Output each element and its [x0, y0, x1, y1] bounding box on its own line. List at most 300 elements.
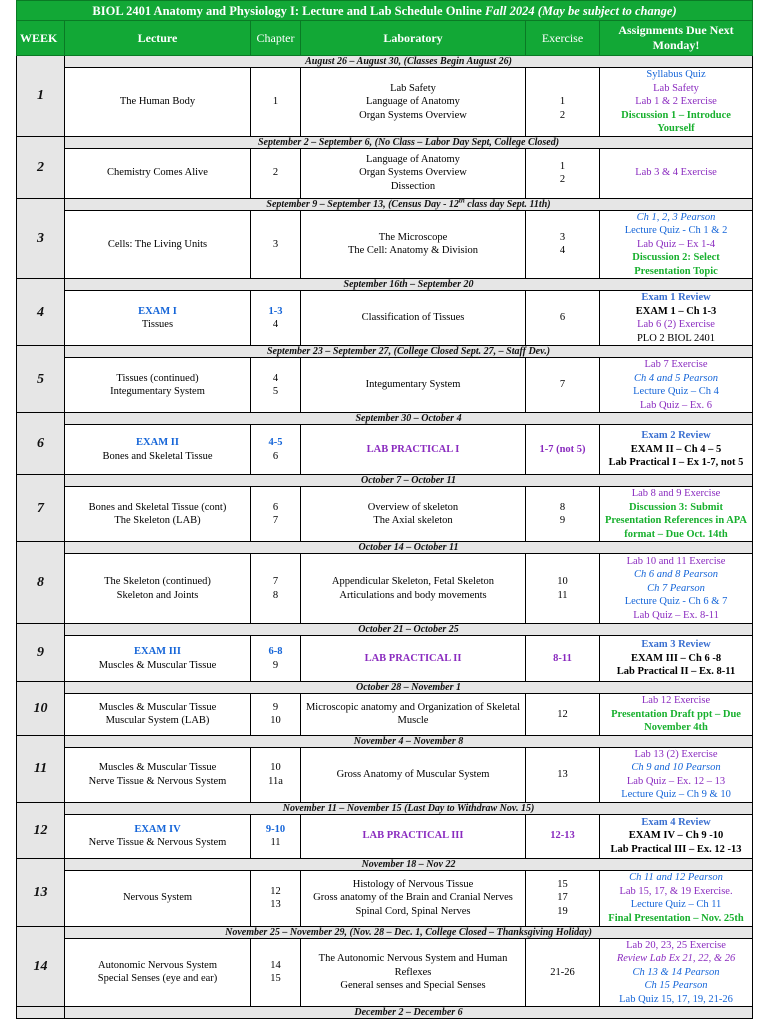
assign-line: EXAM IV – Ch 9 -10	[628, 830, 724, 842]
exercise-cell	[526, 554, 600, 624]
assign-line: Exam 4 Review	[641, 816, 711, 828]
chapter-cell	[251, 814, 301, 858]
header-week: WEEK	[17, 21, 65, 56]
lab-line: The Axial skeleton	[373, 515, 453, 526]
week-number: 8	[17, 542, 65, 624]
assignments-cell	[600, 636, 753, 682]
date-band-text: September 2 – September 6, (No Class – Labor Day Sept, College Closed)	[257, 136, 560, 148]
lecture-cell	[65, 636, 251, 682]
exercise-cell	[526, 636, 600, 682]
lab-cell	[301, 747, 526, 802]
exercise-line: 6	[559, 312, 566, 324]
lab-line: Language of Anatomy	[366, 96, 460, 107]
exercise-cell	[526, 148, 600, 198]
lecture-cell	[65, 694, 251, 736]
date-band-row	[17, 858, 753, 870]
chapter-cell	[251, 291, 301, 346]
exercise-cell	[526, 747, 600, 802]
chapter-line: 1	[272, 96, 279, 107]
assignments-cell	[600, 425, 753, 475]
lab-line: The Autonomic Nervous System and Human Reflexes	[318, 953, 508, 978]
lecture-cell	[65, 210, 251, 279]
assign-line: Lab Safety	[653, 82, 699, 94]
lab-line: Overview of skeleton	[367, 501, 459, 513]
date-band-row	[17, 413, 753, 425]
lecture-line: Integumentary System	[110, 386, 205, 397]
exercise-line: 12-13	[550, 830, 575, 842]
assign-line: Exam 3 Review	[641, 639, 711, 651]
exercise-cell	[526, 358, 600, 413]
assignments-cell	[600, 938, 753, 1007]
date-band-sup: th	[458, 198, 465, 205]
date-band	[65, 682, 753, 694]
assign-line: Ch 1, 2, 3 Pearson	[636, 211, 716, 223]
date-band-row	[17, 136, 753, 148]
chapter-line: 3	[272, 238, 279, 250]
assignments-cell	[600, 747, 753, 802]
lecture-cell	[65, 870, 251, 926]
assign-line: Discussion 1 – Introduce Yourself	[621, 109, 731, 134]
chapter-line: 10	[270, 715, 281, 727]
week-row	[17, 694, 753, 736]
assign-line: Exam 2 Review	[641, 430, 711, 442]
header-row	[17, 21, 753, 56]
lecture-cell	[65, 554, 251, 624]
date-band-row	[17, 926, 753, 938]
exercise-line: 3	[559, 231, 566, 243]
assign-line: EXAM 1 – Ch 1-3	[635, 305, 717, 317]
assign-line: Syllabus Quiz	[646, 69, 706, 80]
lab-line: Integumentary System	[365, 379, 461, 391]
lab-line: Gross anatomy of the Brain and Cranial Nerves	[313, 892, 513, 904]
exercise-cell	[526, 938, 600, 1007]
chapter-line: 10	[270, 762, 281, 773]
lab-cell	[301, 814, 526, 858]
lecture-line: Nervous System	[122, 892, 193, 904]
date-band-row	[17, 475, 753, 487]
assign-line: Lab Quiz 15, 17, 19, 21-26	[619, 993, 733, 1005]
lab-line: Dissection	[390, 180, 436, 192]
date-band-row	[17, 802, 753, 814]
lecture-line: Cells: The Living Units	[107, 238, 208, 250]
assign-line: Lab Practical II – Ex. 8-11	[616, 666, 736, 678]
assign-line: Lab 15, 17, & 19 Exercise.	[619, 885, 733, 897]
exercise-line: 8	[559, 501, 566, 513]
date-band-text: November 4 – November 8	[353, 735, 464, 747]
exercise-line: 12	[557, 708, 568, 720]
date-band-row	[17, 682, 753, 694]
exercise-line: 2	[559, 109, 566, 121]
assign-line: Ch 15 Pearson	[644, 980, 708, 991]
assignments-cell	[600, 148, 753, 198]
assignments-cell	[600, 210, 753, 279]
lab-cell	[301, 938, 526, 1007]
date-band-text: November 18 – Nov 22	[361, 858, 456, 870]
lab-line: Organ Systems Overview	[359, 167, 467, 179]
week-number: 12	[17, 802, 65, 858]
date-band	[65, 542, 753, 554]
exercise-line: 1	[559, 160, 566, 172]
chapter-line: 7	[272, 576, 279, 587]
chapter-cell	[251, 148, 301, 198]
assign-line: Lab Practical I – Ex 1-7, not 5	[608, 457, 744, 469]
chapter-cell	[251, 358, 301, 413]
assign-line: Lab 3 & 4 Exercise	[635, 167, 717, 179]
date-band-row	[17, 624, 753, 636]
date-band-row	[17, 279, 753, 291]
lab-line: Classification of Tissues	[361, 312, 465, 324]
lab-line: General senses and Special Senses	[340, 980, 486, 991]
chapter-line: 11	[270, 837, 281, 848]
lab-line: The Cell: Anatomy & Division	[347, 245, 479, 257]
assignments-cell	[600, 694, 753, 736]
date-band	[65, 475, 753, 487]
date-band-text: December 2 – December 6	[354, 1007, 463, 1018]
assign-line: Ch 6 and 8 Pearson	[634, 569, 719, 581]
lecture-cell	[65, 68, 251, 137]
assign-line: Discussion 3: Submit Presentation References in APA format – Due Oct. 14th	[605, 501, 748, 540]
assignments-cell	[600, 68, 753, 137]
header-exercise: Exercise	[526, 21, 600, 56]
exercise-cell	[526, 291, 600, 346]
lab-line: Articulations and body movements	[339, 589, 487, 601]
page-title	[17, 1, 753, 21]
lab-cell	[301, 291, 526, 346]
chapter-line: 2	[272, 167, 279, 179]
week-number: 13	[17, 858, 65, 926]
date-band-text: November 11 – November 15 (Last Day to Withdraw Nov. 15)	[282, 802, 535, 814]
chapter-line: 15	[270, 973, 281, 985]
chapter-line: 14	[270, 959, 281, 971]
lab-cell	[301, 636, 526, 682]
exercise-line: 8-11	[553, 652, 572, 664]
lab-cell	[301, 870, 526, 926]
date-band-text: August 26 – August 30, (Classes Begin August 26)	[305, 56, 512, 67]
lecture-line: Tissues	[141, 319, 174, 330]
exercise-cell	[526, 694, 600, 736]
assign-line: Lab 13 (2) Exercise	[634, 748, 718, 760]
assignments-cell	[600, 554, 753, 624]
chapter-line: 4	[272, 372, 279, 384]
lecture-line: Muscles & Muscular Tissue	[98, 659, 217, 671]
week-row	[17, 487, 753, 542]
exercise-line: 11	[557, 589, 568, 601]
chapter-line: 6	[272, 450, 279, 462]
lecture-line: Nerve Tissue & Nervous System	[88, 837, 227, 848]
lab-line: Appendicular Skeleton, Fetal Skeleton	[331, 576, 495, 587]
title-row	[17, 1, 753, 21]
lecture-line: The Skeleton (continued)	[104, 576, 211, 587]
date-band-row	[17, 56, 753, 68]
date-band-text: October 21 – October 25	[358, 624, 459, 635]
title-term: Fall 2024 (May be subject to change)	[484, 3, 677, 18]
lecture-cell	[65, 148, 251, 198]
chapter-line: 6	[272, 501, 279, 513]
assignments-cell	[600, 814, 753, 858]
week-row	[17, 870, 753, 926]
exercise-line: 9	[559, 515, 566, 526]
assign-line: Lab 6 (2) Exercise	[637, 319, 715, 330]
date-band-text: October 7 – October 11	[361, 475, 457, 486]
lecture-line: Autonomic Nervous System	[98, 959, 217, 971]
exercise-line	[529, 82, 596, 96]
chapter-line: 7	[272, 515, 279, 526]
lecture-cell	[65, 938, 251, 1007]
assign-line: Lab 10 and 11 Exercise	[626, 555, 726, 567]
exercise-line: 15	[557, 878, 568, 890]
lab-line: Language of Anatomy	[366, 153, 460, 165]
lecture-line: Muscles & Muscular Tissue	[98, 701, 217, 713]
chapter-cell	[251, 636, 301, 682]
assign-line: Lab 7 Exercise	[644, 359, 708, 370]
chapter-cell	[251, 694, 301, 736]
lab-line: Gross Anatomy of Muscular System	[336, 768, 490, 780]
lecture-line: EXAM I	[138, 305, 177, 317]
assign-line: Lecture Quiz – Ch 4	[633, 386, 719, 397]
chapter-cell	[251, 870, 301, 926]
date-band-text: September 23 – September 27, (College Closed Sept. 27, – Staff Dev.)	[267, 346, 551, 357]
chapter-line: 13	[270, 899, 281, 910]
lecture-line: EXAM II	[136, 437, 179, 448]
date-band-row	[17, 198, 753, 210]
week-number: 2	[17, 136, 65, 198]
week-number: 7	[17, 475, 65, 542]
week-number: 6	[17, 413, 65, 475]
lecture-line: Nerve Tissue & Nervous System	[88, 775, 227, 787]
week-row	[17, 68, 753, 137]
lecture-line: Muscular System (LAB)	[105, 715, 210, 727]
chapter-line: 11a	[268, 775, 283, 787]
date-band	[65, 858, 753, 870]
exercise-line: 4	[559, 245, 566, 257]
week-number: 3	[17, 198, 65, 279]
lab-cell	[301, 68, 526, 137]
week-number: 11	[17, 735, 65, 802]
date-band-text: September 30 – October 4	[355, 413, 462, 424]
exercise-line: 1	[559, 96, 566, 107]
chapter-line: 5	[272, 386, 279, 397]
chapter-line: 8	[272, 589, 279, 601]
header-laboratory: Laboratory	[301, 21, 526, 56]
assign-line: Ch 9 and 10 Pearson	[631, 762, 721, 773]
date-band	[65, 802, 753, 814]
date-band-text-end: class day Sept. 11th)	[464, 198, 551, 210]
date-band	[65, 56, 753, 68]
week-row	[17, 747, 753, 802]
lecture-cell	[65, 814, 251, 858]
exercise-cell	[526, 814, 600, 858]
assignments-cell	[600, 487, 753, 542]
exercise-line: 13	[557, 768, 568, 780]
chapter-cell	[251, 487, 301, 542]
lecture-cell	[65, 487, 251, 542]
assign-line: Lab 8 and 9 Exercise	[631, 488, 721, 499]
week-row	[17, 814, 753, 858]
assign-line: PLO 2 BIOL 2401	[636, 332, 716, 344]
assign-line: EXAM III – Ch 6 -8	[630, 652, 722, 664]
lecture-cell	[65, 747, 251, 802]
lab-line: LAB PRACTICAL II	[364, 652, 462, 664]
lab-cell	[301, 487, 526, 542]
assign-line: Lab 12 Exercise	[641, 695, 711, 706]
chapter-cell	[251, 425, 301, 475]
date-band-row	[17, 542, 753, 554]
chapter-line: 4	[272, 319, 279, 330]
week-row	[17, 554, 753, 624]
chapter-line: 9	[272, 659, 279, 671]
week-row	[17, 636, 753, 682]
assign-line: Lab Practical III – Ex. 12 -13	[610, 843, 742, 855]
exercise-line: 10	[557, 576, 568, 587]
chapter-cell	[251, 938, 301, 1007]
lecture-line: Skeleton and Joints	[116, 589, 199, 601]
date-band	[65, 624, 753, 636]
chapter-line: 9-10	[265, 823, 286, 835]
exercise-cell	[526, 210, 600, 279]
date-band-text: October 28 – November 1	[356, 682, 461, 693]
lab-cell	[301, 694, 526, 736]
lecture-line: EXAM IV	[134, 823, 181, 835]
assign-line: Lecture Quiz – Ch 11	[630, 899, 722, 910]
header-assignments: Assignments Due Next Monday!	[600, 21, 753, 56]
lab-line: Lab Safety	[390, 82, 436, 94]
date-band	[65, 1007, 753, 1019]
exercise-cell	[526, 870, 600, 926]
assign-line: Lab 1 & 2 Exercise	[635, 96, 717, 107]
assignments-cell	[600, 291, 753, 346]
assign-line: Lab 20, 23, 25 Exercise	[626, 939, 726, 951]
lab-line: Organ Systems Overview	[359, 109, 467, 121]
lecture-line: EXAM III	[134, 646, 181, 657]
assignments-cell	[600, 358, 753, 413]
chapter-cell	[251, 210, 301, 279]
chapter-line: 1-3	[268, 305, 283, 317]
week-number: 5	[17, 346, 65, 413]
week-number: 14	[17, 926, 65, 1007]
lab-line: Histology of Nervous Tissue	[352, 878, 474, 890]
week-number: 4	[17, 279, 65, 346]
lecture-line: The Human Body	[119, 96, 196, 107]
lecture-line: Bones and Skeletal Tissue (cont)	[88, 501, 227, 513]
week-row	[17, 938, 753, 1007]
lab-line: Microscopic anatomy and Organization of Skeletal Muscle	[305, 701, 521, 727]
lecture-line: Tissues (continued)	[116, 372, 199, 384]
assign-line: Ch 13 & 14 Pearson	[632, 966, 720, 978]
week-row	[17, 358, 753, 413]
assign-line: Lecture Quiz - Ch 6 & 7	[624, 596, 728, 608]
week-row	[17, 291, 753, 346]
exercise-cell	[526, 487, 600, 542]
week-number: 9	[17, 624, 65, 682]
lab-cell	[301, 210, 526, 279]
exercise-line: 17	[557, 892, 568, 904]
assign-line: Exam 1 Review	[641, 292, 711, 303]
assign-line: Lab Quiz – Ex 1-4	[636, 238, 716, 250]
lecture-line: Muscles & Muscular Tissue	[98, 762, 217, 773]
lecture-cell	[65, 358, 251, 413]
chapter-line: 6-8	[268, 646, 283, 657]
chapter-cell	[251, 68, 301, 137]
header-chapter: Chapter	[251, 21, 301, 56]
date-band	[65, 735, 753, 747]
exercise-line: 7	[559, 379, 566, 391]
exercise-cell	[526, 68, 600, 137]
lab-line: Spinal Cord, Spinal Nerves	[355, 905, 471, 917]
date-band	[65, 926, 753, 938]
assign-line: Ch 11 and 12 Pearson	[629, 872, 723, 883]
assign-line: Ch 7 Pearson	[647, 582, 705, 594]
chapter-cell	[251, 554, 301, 624]
assign-line: Review Lab Ex 21, 22, & 26	[616, 953, 736, 964]
exercise-line: 1-7 (not 5)	[539, 443, 586, 455]
lecture-line: The Skeleton (LAB)	[114, 515, 201, 526]
schedule-table	[16, 0, 753, 1019]
assign-line: Lecture Quiz - Ch 1 & 2	[624, 225, 728, 236]
date-band-text: September 9 – September 13, (Census Day - 12	[266, 198, 459, 210]
week-number	[17, 1007, 65, 1019]
lab-cell	[301, 554, 526, 624]
exercise-line: 21-26	[550, 966, 575, 978]
lecture-cell	[65, 425, 251, 475]
assign-line: Lab Quiz – Ex. 12 – 13	[626, 775, 726, 787]
week-row	[17, 425, 753, 475]
week-row	[17, 148, 753, 198]
date-band-text: October 14 – October 11	[358, 542, 459, 553]
date-band	[65, 136, 753, 148]
date-band	[65, 413, 753, 425]
date-band-text: November 25 – November 29, (Nov. 28 – Dec. 1, College Closed – Thanksgiving Holiday)	[225, 926, 592, 938]
date-band-row	[17, 346, 753, 358]
lab-cell	[301, 148, 526, 198]
exercise-line: 19	[557, 905, 568, 917]
chapter-cell	[251, 747, 301, 802]
assign-line: Lab Quiz – Ex. 6	[640, 399, 713, 411]
week-row	[17, 210, 753, 279]
assign-line: Final Presentation – Nov. 25th	[608, 912, 744, 924]
schedule-page	[16, 0, 752, 1019]
chapter-line: 12	[270, 885, 281, 897]
date-band	[65, 198, 753, 210]
date-band	[65, 279, 753, 291]
date-band	[65, 346, 753, 358]
date-band-text: September 16th – September 20	[343, 279, 474, 290]
assignments-cell	[600, 870, 753, 926]
header-lecture: Lecture	[65, 21, 251, 56]
week-number: 10	[17, 682, 65, 736]
assign-line: EXAM II – Ch 4 – 5	[630, 443, 722, 455]
assign-line: Lecture Quiz – Ch 9 & 10	[621, 789, 731, 800]
date-band-row	[17, 735, 753, 747]
lecture-line: Special Senses (eye and ear)	[97, 973, 218, 985]
week-number: 1	[17, 56, 65, 137]
lab-cell	[301, 425, 526, 475]
lecture-cell	[65, 291, 251, 346]
assign-line: Lab Quiz – Ex. 8-11	[633, 609, 719, 621]
lab-line: LAB PRACTICAL III	[362, 830, 464, 842]
assign-line: Discussion 2: Select Presentation Topic	[632, 252, 720, 277]
lab-cell	[301, 358, 526, 413]
assign-line: Presentation Draft ppt – Due November 4th	[611, 708, 741, 733]
date-band-row	[17, 1007, 753, 1019]
title-main: BIOL 2401 Anatomy and Physiology I: Lecture and Lab Schedule Online	[92, 3, 485, 18]
lecture-line: Bones and Skeletal Tissue	[102, 450, 213, 462]
chapter-line: 9	[272, 701, 279, 713]
lab-line: The Microscope	[378, 231, 448, 243]
assign-line: Ch 4 and 5 Pearson	[634, 372, 719, 384]
lecture-line: Chemistry Comes Alive	[107, 167, 208, 179]
lab-line: LAB PRACTICAL I	[366, 443, 460, 455]
chapter-line: 4-5	[268, 437, 283, 448]
